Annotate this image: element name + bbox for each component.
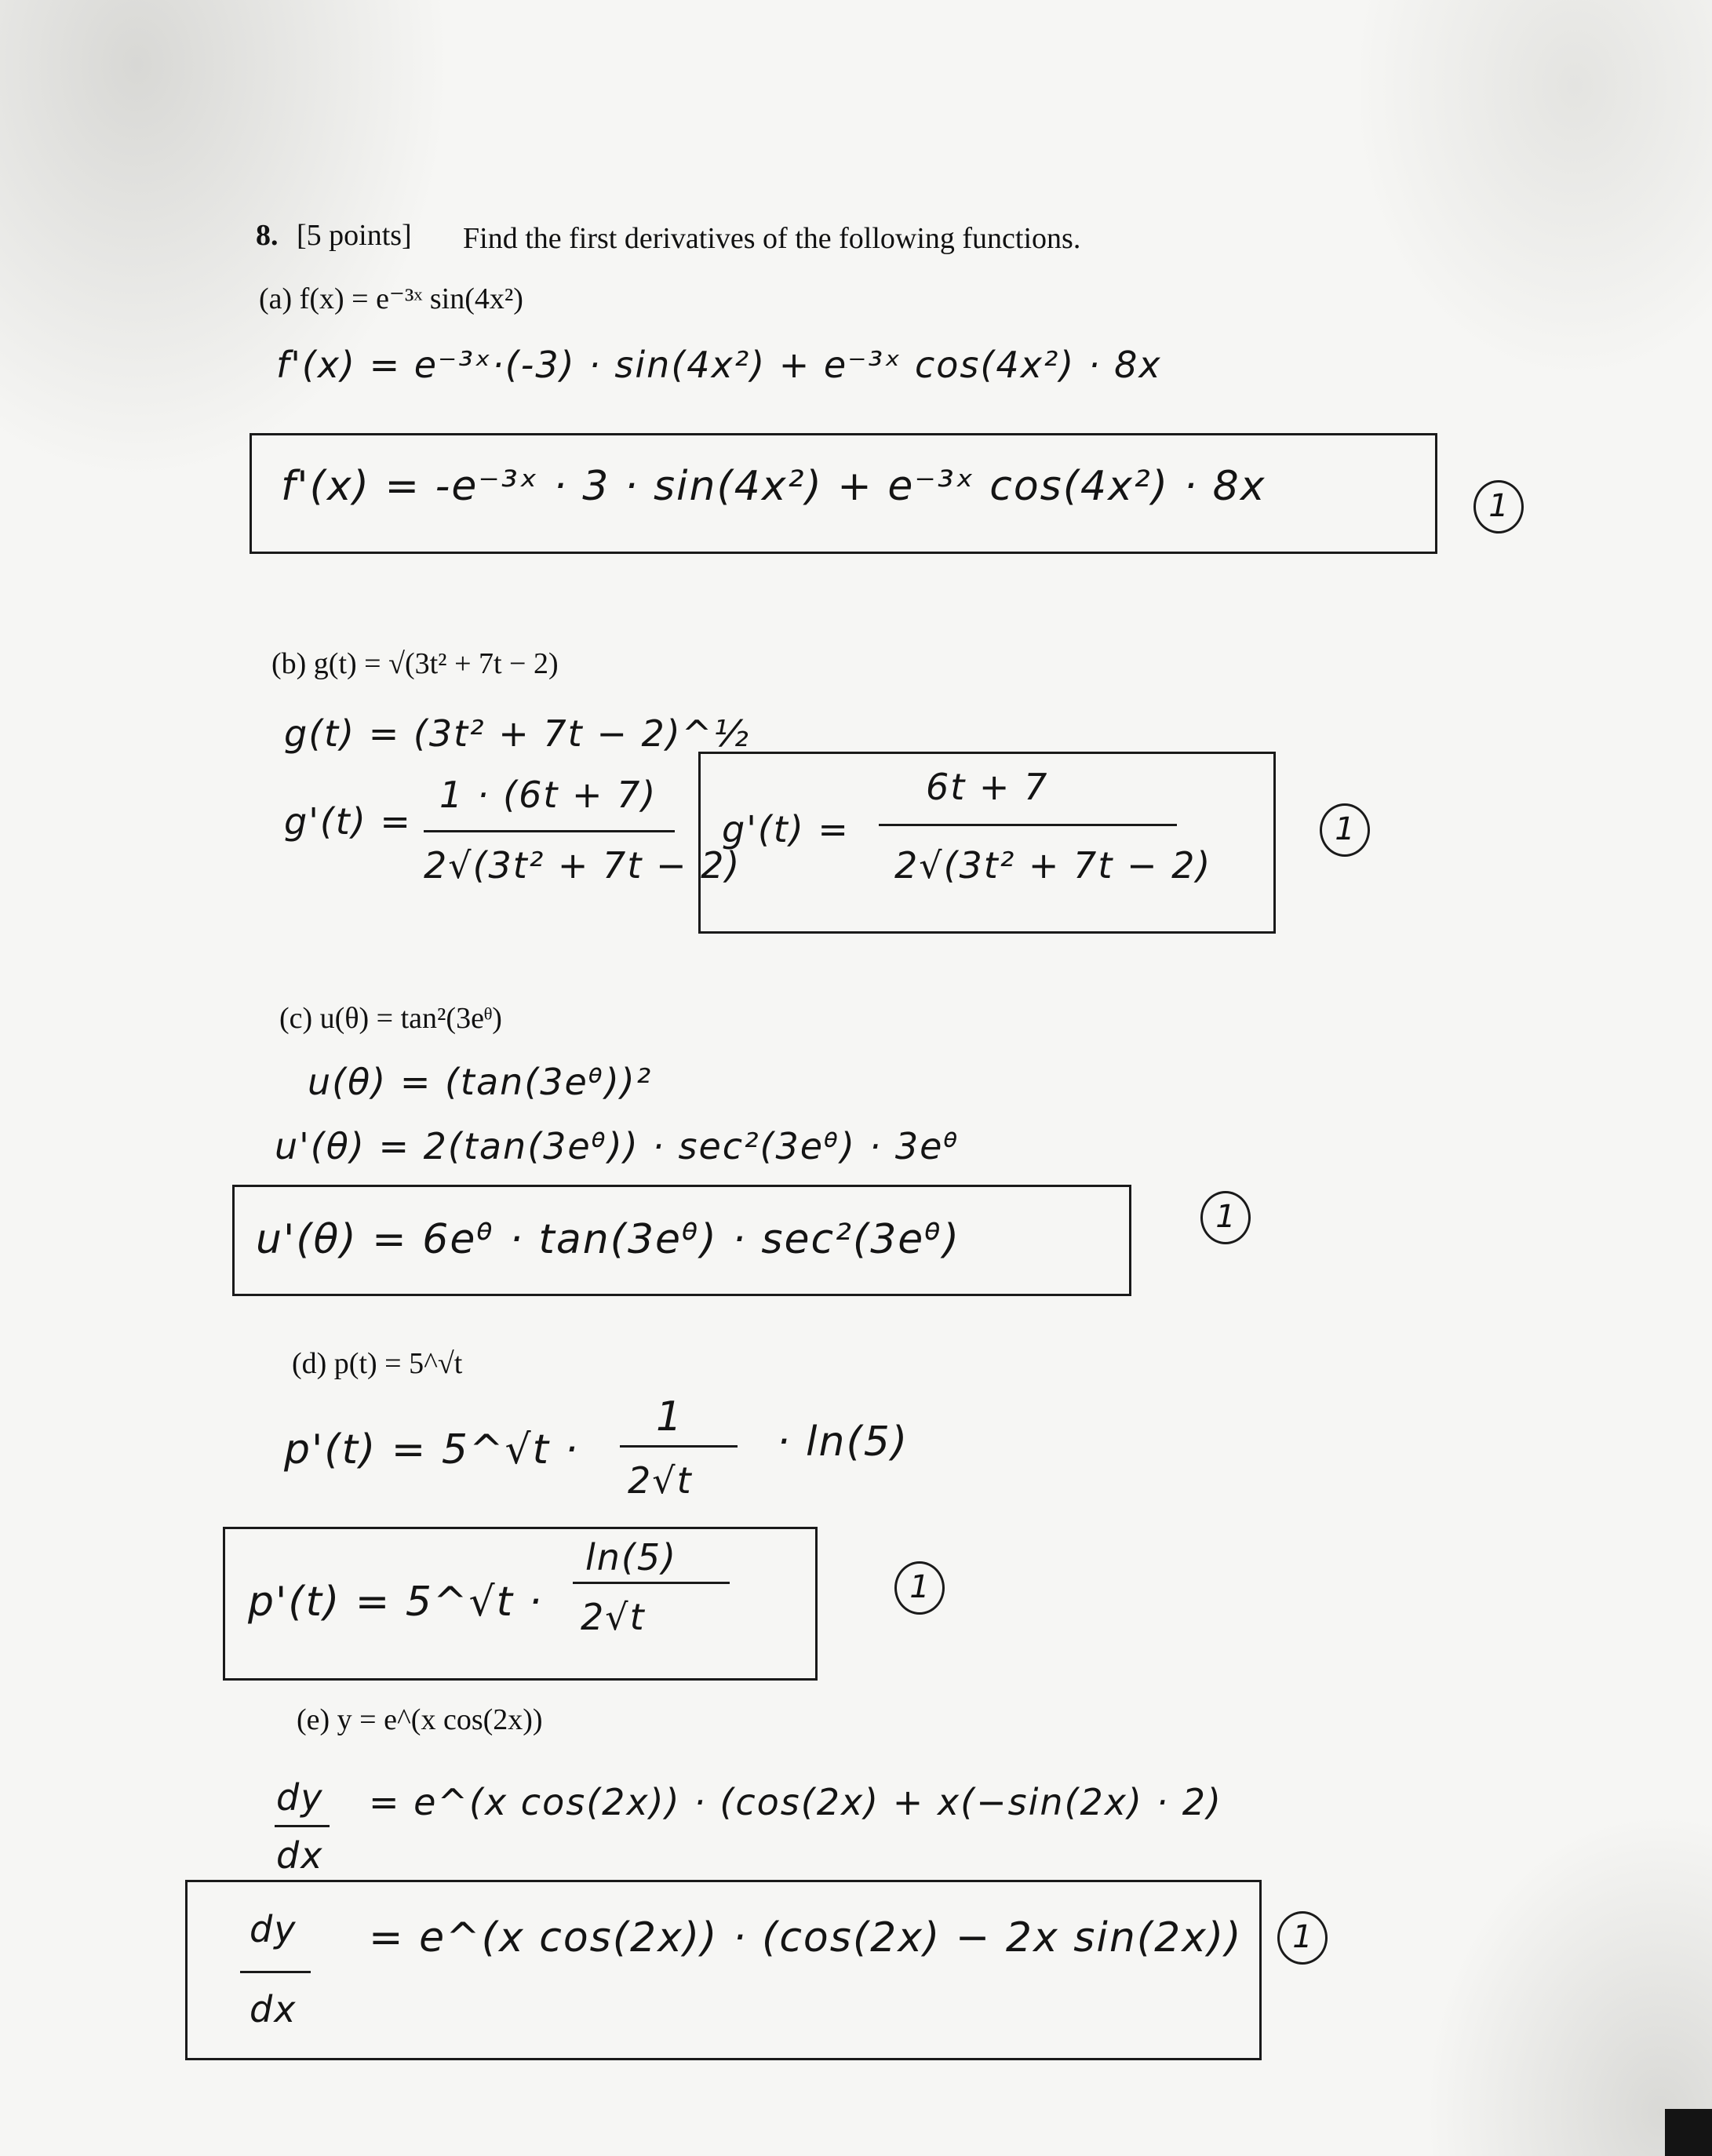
part-d-answer-fraction-bar — [573, 1582, 730, 1584]
part-b-work-fraction-bar — [424, 830, 675, 832]
part-e-answer-lhs-numerator: dy — [250, 1908, 297, 1950]
part-e-answer: = e^(x cos(2x)) · (cos(2x) − 2x sin(2x)) — [369, 1914, 1243, 1961]
part-b-answer-denominator: 2√(3t² + 7t − 2) — [894, 844, 1212, 887]
part-d-work-fraction-bar — [620, 1445, 738, 1448]
part-c-score: 1 — [1200, 1191, 1251, 1244]
part-b-work-2-numerator: 1 · (6t + 7) — [439, 774, 657, 816]
part-b-answer-numerator: 6t + 7 — [926, 766, 1049, 808]
part-b-score: 1 — [1320, 803, 1370, 857]
part-d-work-tail: · ln(5) — [777, 1419, 909, 1466]
part-b-answer-fraction-bar — [879, 824, 1177, 826]
problem-instruction: Find the first derivatives of the following functions. — [463, 222, 1081, 255]
part-e-work-lhs-denominator: dx — [276, 1834, 324, 1877]
part-e-answer-lhs-bar — [240, 1971, 311, 1973]
part-c-work-1: u(θ) = (tan(3eᶿ))² — [308, 1061, 653, 1103]
part-e-answer-box — [185, 1880, 1262, 2060]
problem-number: 8. — [256, 219, 279, 252]
part-d-answer-label: p'(t) = 5^√t · — [248, 1579, 544, 1626]
part-b-work-1: g(t) = (3t² + 7t − 2)^½ — [284, 712, 750, 755]
part-e-work-lhs-numerator: dy — [276, 1776, 324, 1819]
problem-points: [5 points] — [297, 219, 412, 252]
part-e-answer-lhs-denominator: dx — [250, 1988, 297, 2030]
part-e-prompt: (e) y = e^(x cos(2x)) — [297, 1703, 543, 1736]
part-d-answer-denominator: 2√t — [581, 1596, 646, 1638]
part-e-score: 1 — [1277, 1911, 1328, 1965]
part-c-answer: u'(θ) = 6eᶿ · tan(3eᶿ) · sec²(3eᶿ) — [256, 1216, 961, 1263]
part-b-work-2-label: g'(t) = — [284, 800, 412, 843]
part-e-work: = e^(x cos(2x)) · (cos(2x) + x(−sin(2x) · 2) — [369, 1781, 1222, 1823]
part-d-work-denominator: 2√t — [628, 1459, 693, 1502]
part-d-answer-numerator: ln(5) — [585, 1536, 678, 1579]
scan-corner-shadow — [1665, 2109, 1712, 2156]
part-a-work: f'(x) = e⁻³ˣ·(-3) · sin(4x²) + e⁻³ˣ cos(4x²) · 8x — [276, 344, 1162, 386]
part-b-work-2-denominator: 2√(3t² + 7t − 2) — [424, 844, 741, 887]
part-b-prompt: (b) g(t) = √(3t² + 7t − 2) — [271, 647, 559, 680]
part-d-work-label: p'(t) = 5^√t · — [284, 1426, 580, 1473]
part-d-score: 1 — [894, 1561, 945, 1615]
part-d-prompt: (d) p(t) = 5^√t — [292, 1347, 463, 1380]
part-e-work-lhs-bar — [275, 1825, 330, 1827]
part-c-prompt: (c) u(θ) = tan²(3eᶿ) — [279, 1002, 502, 1035]
part-c-work-2: u'(θ) = 2(tan(3eᶿ)) · sec²(3eᶿ) · 3eᶿ — [275, 1125, 960, 1167]
part-a-score: 1 — [1473, 480, 1524, 534]
part-a-prompt: (a) f(x) = e⁻³ˣ sin(4x²) — [259, 282, 523, 315]
part-d-work-numerator: 1 — [656, 1393, 684, 1440]
part-b-answer-label: g'(t) = — [722, 808, 850, 850]
part-a-answer: f'(x) = -e⁻³ˣ · 3 · sin(4x²) + e⁻³ˣ cos(4x²) · 8x — [281, 463, 1266, 510]
